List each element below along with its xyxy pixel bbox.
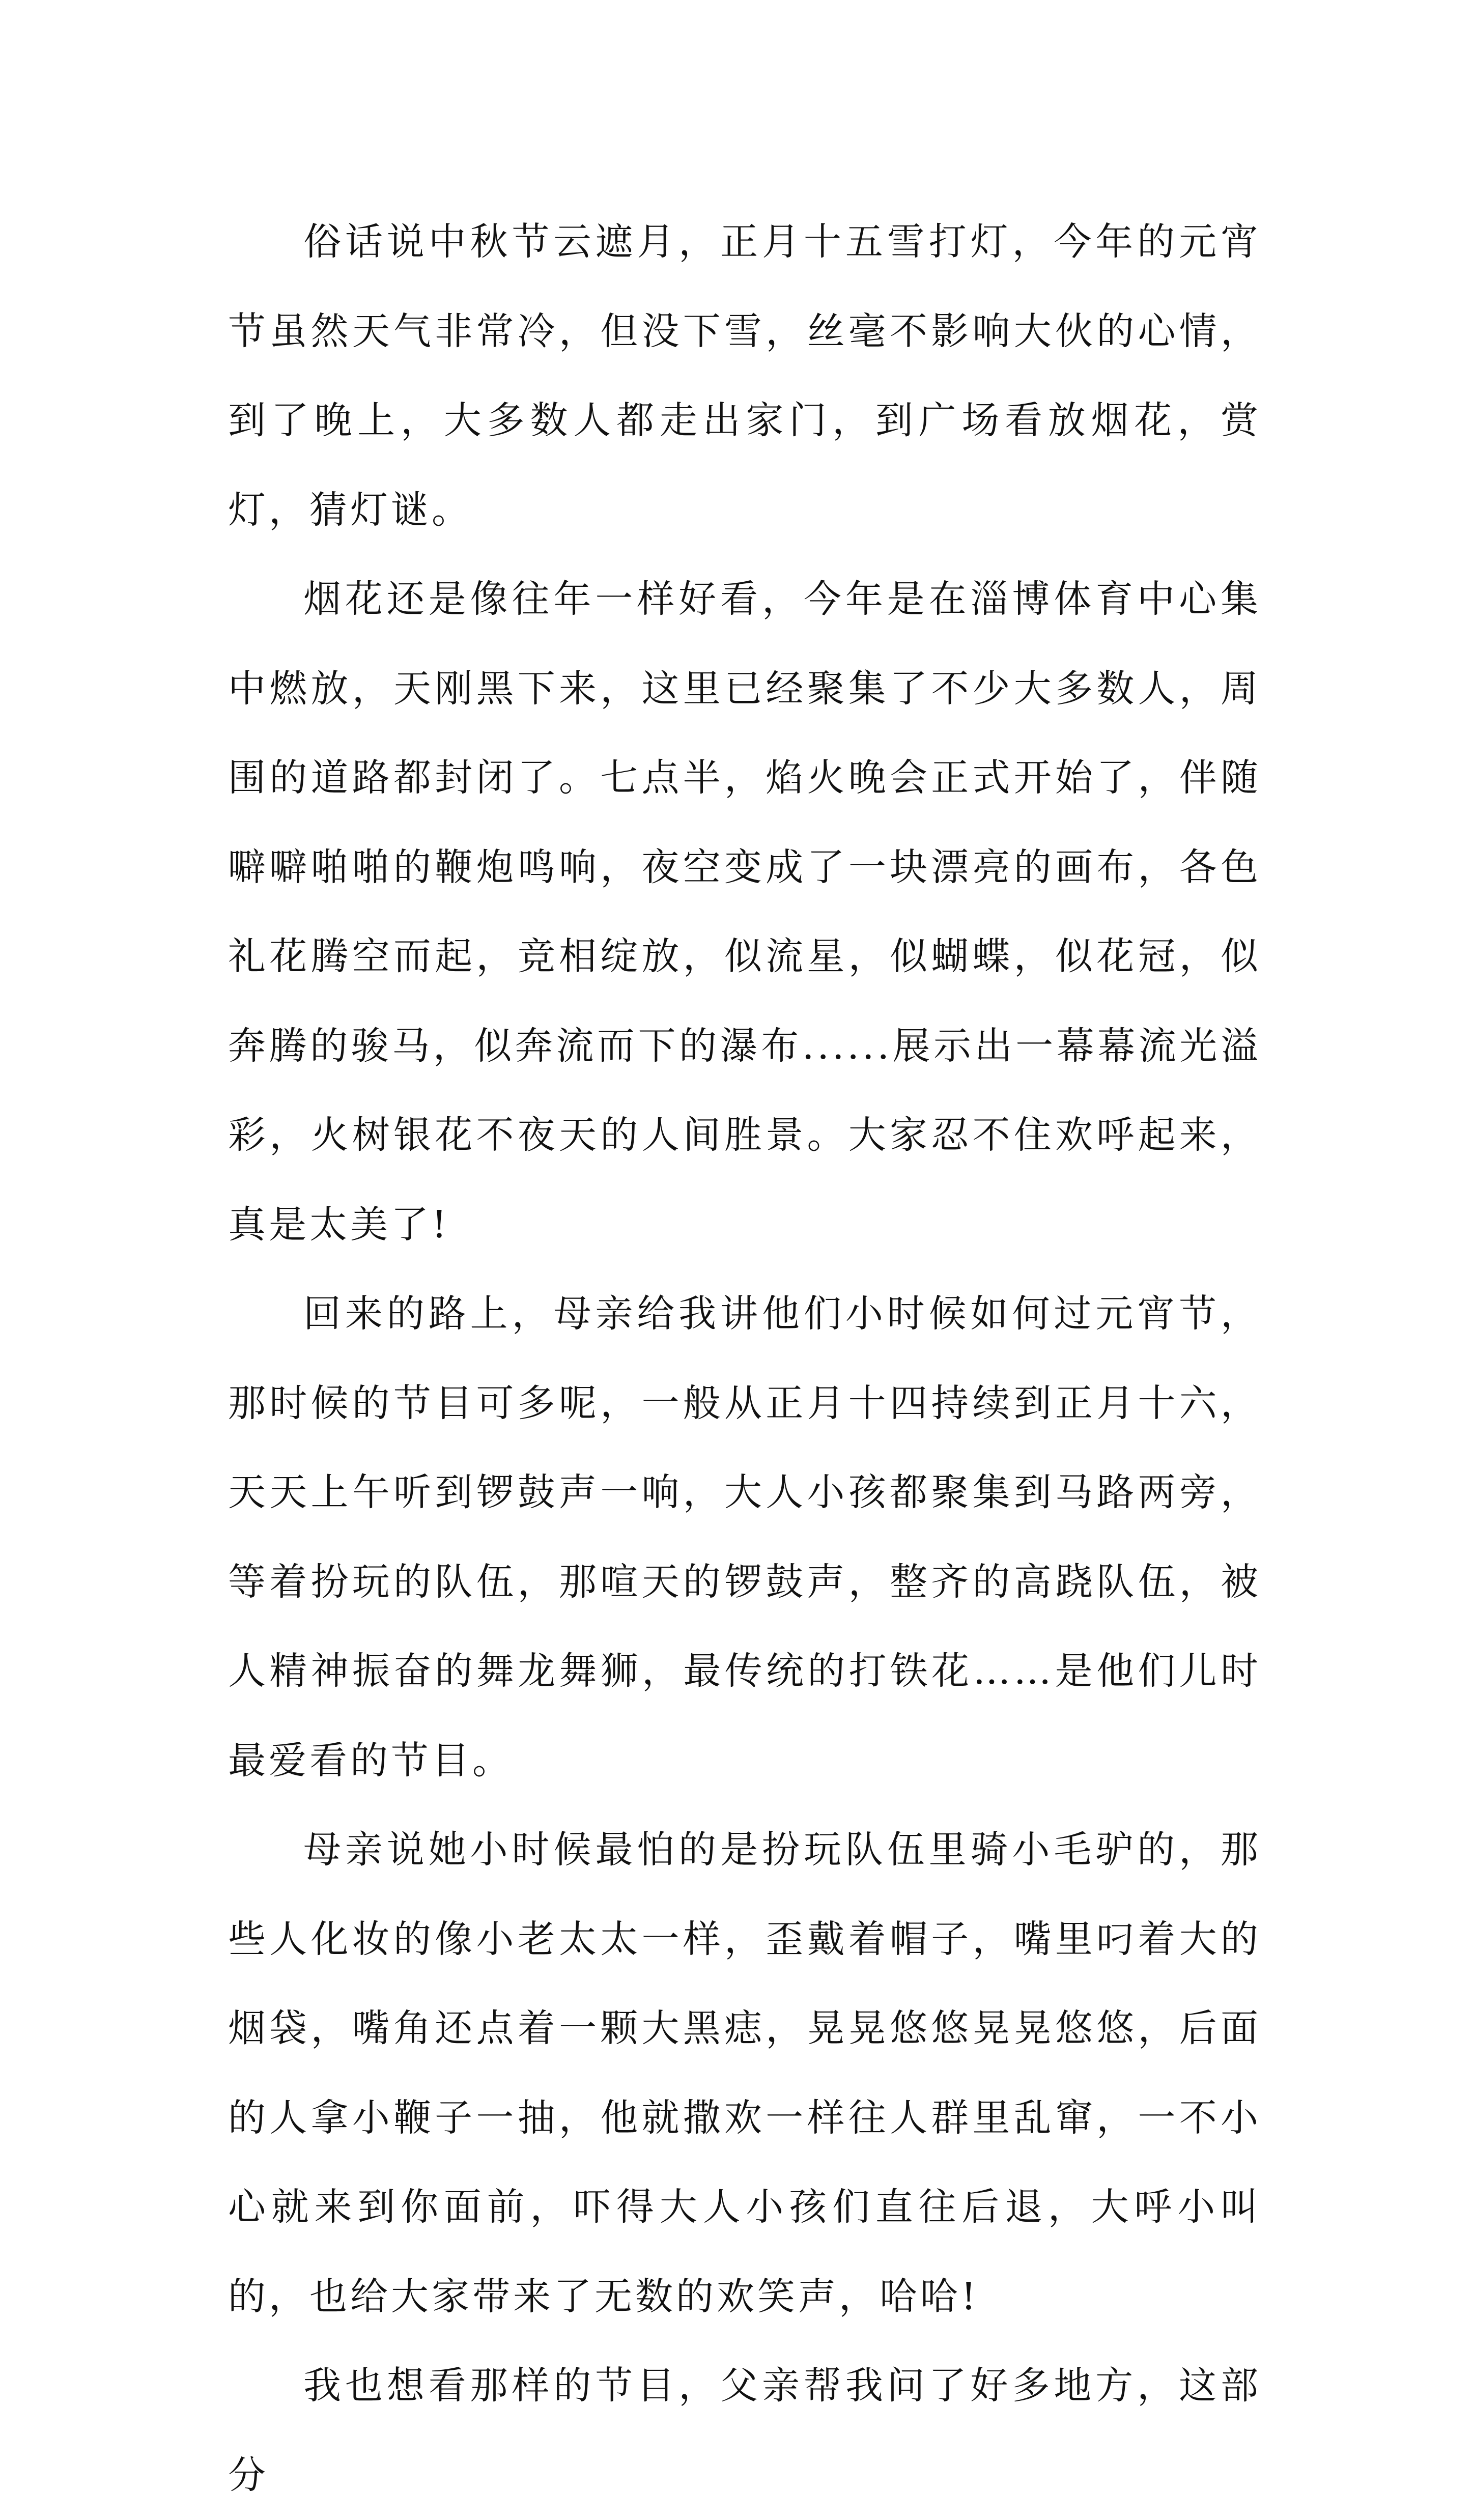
paragraph-1: 俗话说中秋节云遮月，正月十五雪打灯，今年的元宵节虽然天气非常冷，但没下雪，丝毫不影响大伙的心情，到了晚上，大多数人都走出家门，到广场看放烟花，赏灯，猜灯谜。 xyxy=(228,220,1261,532)
paragraph-2: 烟花还是像往年一样好看，今年是在淄博体育中心集中燃放，天刚黑下来，这里已经聚集了不少大多数人，周围的道路都封闭了。七点半，焰火晚会正式开始了，伴随噼噼啪啪的鞭炮鸣响，夜空变成了一块漂亮的画布，各色礼花腾空而起，竞相绽放，似流星，似蝴蝶，似花冠，似奔腾的骏马，似奔流而下的瀑布......展示出一幕幕流光溢彩，火树银花不夜天的人间胜景。大家忍不住欢呼起来，真是太美了! xyxy=(228,577,1261,1247)
paragraph-5: 我也想看那样的节目，父亲帮我问了好多地方，这部分 xyxy=(228,2364,1261,2497)
document-body xyxy=(228,197,1261,2520)
paragraph-3: 回来的路上，母亲给我讲他们小时候如何过元宵节，那时候的节目可多呢，一般从正月十四持续到正月十六，天天上午听到锣鼓声一响，大人小孩都聚集到马路两旁，等着扮玩的队伍，那喧天的锣鼓声，整齐的高跷队伍，被人精神振奋的舞龙舞狮，最传统的打铁花……是他们儿时最爱看的节目。 xyxy=(228,1292,1261,1782)
paragraph-4: 母亲说她小时候最怕的是扮玩队伍里骑小毛驴的，那些人化妆的像小老太太一样，歪戴着帽子，嘴里叼着大的烟袋，嘴角还点着一颗大黑痣，晃晃悠悠晃晃悠悠，后面的人拿小鞭子一抽，他就撒欢一样往人群里乱窜，一不小心就来到你面前，吓得大人小孩们直往后退，大呼小叫的，也给大家带来了无数的欢笑声，哈哈! xyxy=(228,1828,1261,2318)
